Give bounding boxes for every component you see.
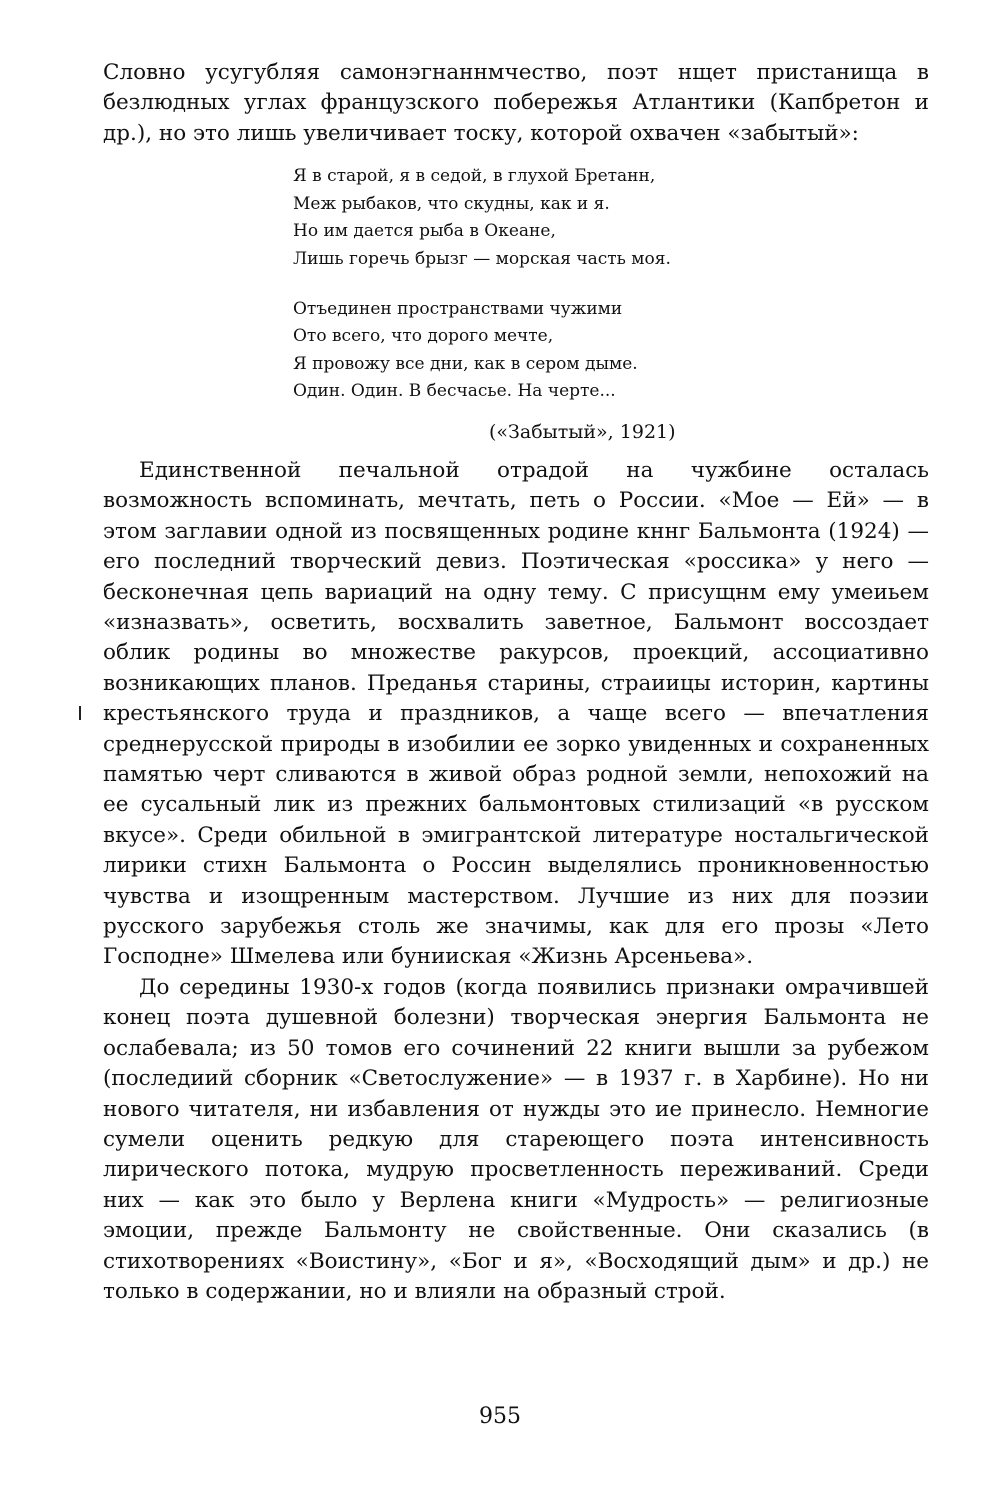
margin-mark	[79, 706, 81, 720]
poem-line: Лишь горечь брызг — морская часть моя.	[293, 249, 671, 269]
poem-quote	[293, 163, 929, 406]
page-number: 955	[479, 1404, 521, 1429]
poem-line: Я провожу все дни, как в сером дыме.	[293, 353, 638, 374]
body-paragraph-1: Единственной печальной отрадой на чужбине осталась возможность вспоминать, мечтать, петь о России. «Мое — Ей» — в этом заглавии одной из посвященных родине кннг Бальмонта (1924) — его последний творческий девиз. Поэтическая «россика» у него — бесконечная цепь вариаций на одну тему. С присущнм ему умеиьем «изназвать», осветить, восхвалить заветное, Бальмонт воссоздает облик родины во множестве ракурсов, проекций, ассоциативно возникающих планов. Преданья старины, страиицы историн, картины крестьянского труда и праздников, а чаще всего — впечатления среднерусской природы в изобилии ее зорко увиденных и сохраненных памятью черт сливаются в живой образ родной земли, непохожий на ее сусальный лик из прежних бальмонтовых стилизаций «в русском вкусе». Среди обильной в эмигрантской литературе ностальгической лирики стихн Бальмонта о Россин выделялись проникновенностью чувства и изощренным мастерством. Лучшие из них для поэзии русского зарубежья столь же значимы, как для его прозы «Лето Господне» Шмелева или бунииская «Жизнь Арсеньева».	[103, 457, 929, 970]
poem-line: Отъединен пространствами чужими	[293, 298, 623, 319]
body-paragraph-2: До середины 1930-х годов (когда появились признаки омрачившей конец поэта душевной болезни) творческая энергия Бальмонта не ослабевала; из 50 томов его сочинений 22 книги вышли за рубежом (последиий сборник «Светослужение» — в 1937 г. в Харбине). Но ни нового читателя, ни избавления от нужды это ие принесло. Немногие сумели оценить редкую для стареющего поэта интенсивность лирического потока, мудрую просветленность переживаний. Среди них — как это было у Верлена книги «Мудрость» — религиозные эмоции, прежде Бальмонту не свойственные. Они сказались (в стихотворениях «Воистину», «Бог и я», «Восходящий дым» и др.) не только в содержании, но и влияли на образный строй.	[103, 974, 929, 1304]
poem-stanza-2	[293, 296, 929, 406]
poem-line: Меж рыбаков, что скудны, как и я.	[293, 193, 610, 214]
poem-stanza-1	[293, 163, 929, 273]
poem-line: Ото всего, что дорого мечте,	[293, 326, 554, 347]
poem-line: Но им дается рыба в Океане,	[293, 221, 556, 242]
intro-paragraph: Словно усугубляя самонэгнаннмчество, поэт нщет пристанища в безлюдных углах французского побережья Атлантики (Капбретон и др.), но это лишь увеличивает тоску, которой охвачен «забытый»:	[103, 60, 929, 146]
poem-line: Один. Один. В бесчасье. На черте...	[293, 381, 616, 402]
poem-attribution: («Забытый», 1921)	[489, 420, 676, 443]
page-text	[103, 58, 929, 1307]
poem-line: Я в старой, я в седой, в глухой Бретанн,	[293, 166, 656, 187]
